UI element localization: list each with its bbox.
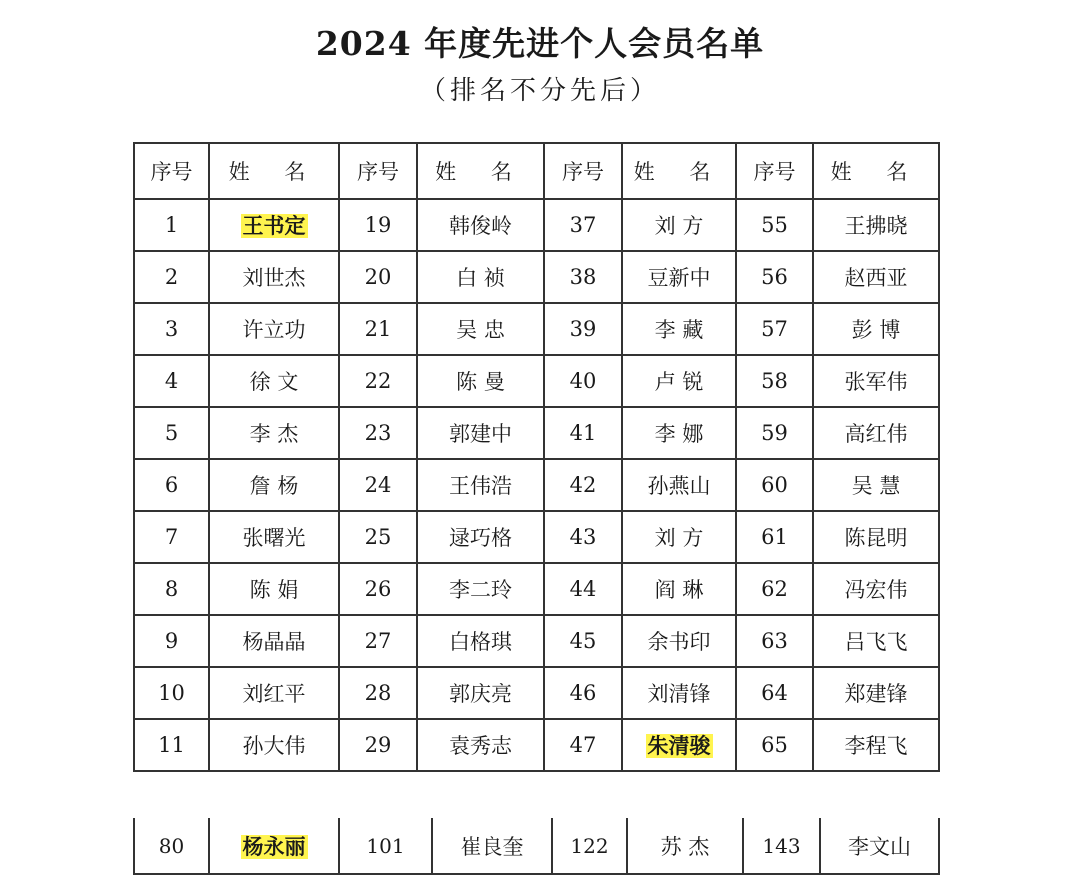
member-table: [133, 142, 940, 772]
table-row: [134, 818, 939, 874]
seq-cell: 24: [339, 459, 417, 511]
name-cell: 刘清锋: [622, 667, 736, 719]
name-cell: 高红伟: [813, 407, 939, 459]
name-cell: 张曙光: [209, 511, 339, 563]
name-cell: 逯巧格: [417, 511, 544, 563]
seq-cell: 59: [736, 407, 813, 459]
header-name: 姓 名: [622, 143, 736, 199]
name-cell: 陈 曼: [417, 355, 544, 407]
header-seq: 序号: [736, 143, 813, 199]
seq-cell: 45: [544, 615, 622, 667]
name-cell: 李二玲: [417, 563, 544, 615]
seq-cell: 42: [544, 459, 622, 511]
name-cell: 彭 博: [813, 303, 939, 355]
name-cell: 豆新中: [622, 251, 736, 303]
name-cell: 刘红平: [209, 667, 339, 719]
name-cell: 詹 杨: [209, 459, 339, 511]
name-cell: 李 娜: [622, 407, 736, 459]
name-cell: 郭建中: [417, 407, 544, 459]
document-title: 2024 年度先进个人会员名单: [315, 24, 765, 63]
name-cell: 李文山: [820, 818, 939, 874]
seq-cell: 1: [134, 199, 209, 251]
seq-cell: 28: [339, 667, 417, 719]
seq-cell: 8: [134, 563, 209, 615]
seq-cell: 39: [544, 303, 622, 355]
table-row: [134, 667, 939, 719]
seq-cell: 101: [339, 818, 432, 874]
name-cell: 徐 文: [209, 355, 339, 407]
seq-cell: 37: [544, 199, 622, 251]
name-cell: 白 祯: [417, 251, 544, 303]
seq-cell: 122: [552, 818, 627, 874]
name-cell: 郑建锋: [813, 667, 939, 719]
name-cell: 韩俊岭: [417, 199, 544, 251]
highlighted-name: 朱清骏: [647, 734, 711, 758]
seq-cell: 38: [544, 251, 622, 303]
name-cell: 郭庆亮: [417, 667, 544, 719]
name-cell: 白格琪: [417, 615, 544, 667]
seq-cell: 19: [339, 199, 417, 251]
table-row: [134, 563, 939, 615]
header-name: 姓 名: [813, 143, 939, 199]
table-row: [134, 719, 939, 771]
seq-cell: 56: [736, 251, 813, 303]
table-row: [134, 355, 939, 407]
seq-cell: 26: [339, 563, 417, 615]
name-cell: 王伟浩: [417, 459, 544, 511]
name-cell: 王拂晓: [813, 199, 939, 251]
highlighted-name: 王书定: [242, 214, 306, 238]
seq-cell: 63: [736, 615, 813, 667]
seq-cell: 43: [544, 511, 622, 563]
name-cell: 陈 娟: [209, 563, 339, 615]
seq-cell: 25: [339, 511, 417, 563]
seq-cell: 10: [134, 667, 209, 719]
name-cell: 孙燕山: [622, 459, 736, 511]
highlighted-name: 杨永丽: [242, 834, 306, 859]
name-cell: 吴 忠: [417, 303, 544, 355]
header-seq: 序号: [544, 143, 622, 199]
seq-cell: 47: [544, 719, 622, 771]
seq-cell: 55: [736, 199, 813, 251]
name-cell: 卢 锐: [622, 355, 736, 407]
name-cell: 赵西亚: [813, 251, 939, 303]
member-table-last-row: [133, 818, 940, 875]
table-row: [134, 303, 939, 355]
seq-cell: 46: [544, 667, 622, 719]
name-cell: 崔良奎: [432, 818, 552, 874]
seq-cell: 60: [736, 459, 813, 511]
name-cell: 李 杰: [209, 407, 339, 459]
name-cell: [209, 818, 339, 874]
seq-cell: 20: [339, 251, 417, 303]
seq-cell: 5: [134, 407, 209, 459]
seq-cell: 44: [544, 563, 622, 615]
seq-cell: 7: [134, 511, 209, 563]
header-seq: 序号: [134, 143, 209, 199]
name-cell: 余书印: [622, 615, 736, 667]
name-cell: 李 藏: [622, 303, 736, 355]
table-row: [134, 615, 939, 667]
table-header-row: [134, 143, 939, 199]
name-cell: 孙大伟: [209, 719, 339, 771]
name-cell: 阎 琳: [622, 563, 736, 615]
seq-cell: 23: [339, 407, 417, 459]
table-row: [134, 251, 939, 303]
seq-cell: 2: [134, 251, 209, 303]
seq-cell: 143: [743, 818, 820, 874]
seq-cell: 9: [134, 615, 209, 667]
seq-cell: 64: [736, 667, 813, 719]
name-cell: 李程飞: [813, 719, 939, 771]
name-cell: 张军伟: [813, 355, 939, 407]
seq-cell: 21: [339, 303, 417, 355]
seq-cell: 6: [134, 459, 209, 511]
table-row: [134, 511, 939, 563]
header-name: 姓 名: [209, 143, 339, 199]
table-row: [134, 199, 939, 251]
name-cell: 杨晶晶: [209, 615, 339, 667]
name-cell: 许立功: [209, 303, 339, 355]
table-row: [134, 459, 939, 511]
header-name: 姓 名: [417, 143, 544, 199]
seq-cell: 62: [736, 563, 813, 615]
name-cell: 刘 方: [622, 199, 736, 251]
seq-cell: 58: [736, 355, 813, 407]
header-seq: 序号: [339, 143, 417, 199]
seq-cell: 11: [134, 719, 209, 771]
seq-cell: 57: [736, 303, 813, 355]
table-row: [134, 407, 939, 459]
name-cell: 苏 杰: [627, 818, 743, 874]
seq-cell: 4: [134, 355, 209, 407]
seq-cell: 40: [544, 355, 622, 407]
name-cell: 吴 慧: [813, 459, 939, 511]
seq-cell: 3: [134, 303, 209, 355]
name-cell: 刘 方: [622, 511, 736, 563]
seq-cell: 41: [544, 407, 622, 459]
name-cell: 吕飞飞: [813, 615, 939, 667]
seq-cell: 22: [339, 355, 417, 407]
name-cell: 刘世杰: [209, 251, 339, 303]
seq-cell: 27: [339, 615, 417, 667]
name-cell: 袁秀志: [417, 719, 544, 771]
name-cell: [209, 199, 339, 251]
name-cell: [622, 719, 736, 771]
seq-cell: 29: [339, 719, 417, 771]
name-cell: 陈昆明: [813, 511, 939, 563]
seq-cell: 80: [134, 818, 209, 874]
seq-cell: 65: [736, 719, 813, 771]
document-subtitle: （排名不分先后）: [419, 76, 660, 106]
seq-cell: 61: [736, 511, 813, 563]
name-cell: 冯宏伟: [813, 563, 939, 615]
